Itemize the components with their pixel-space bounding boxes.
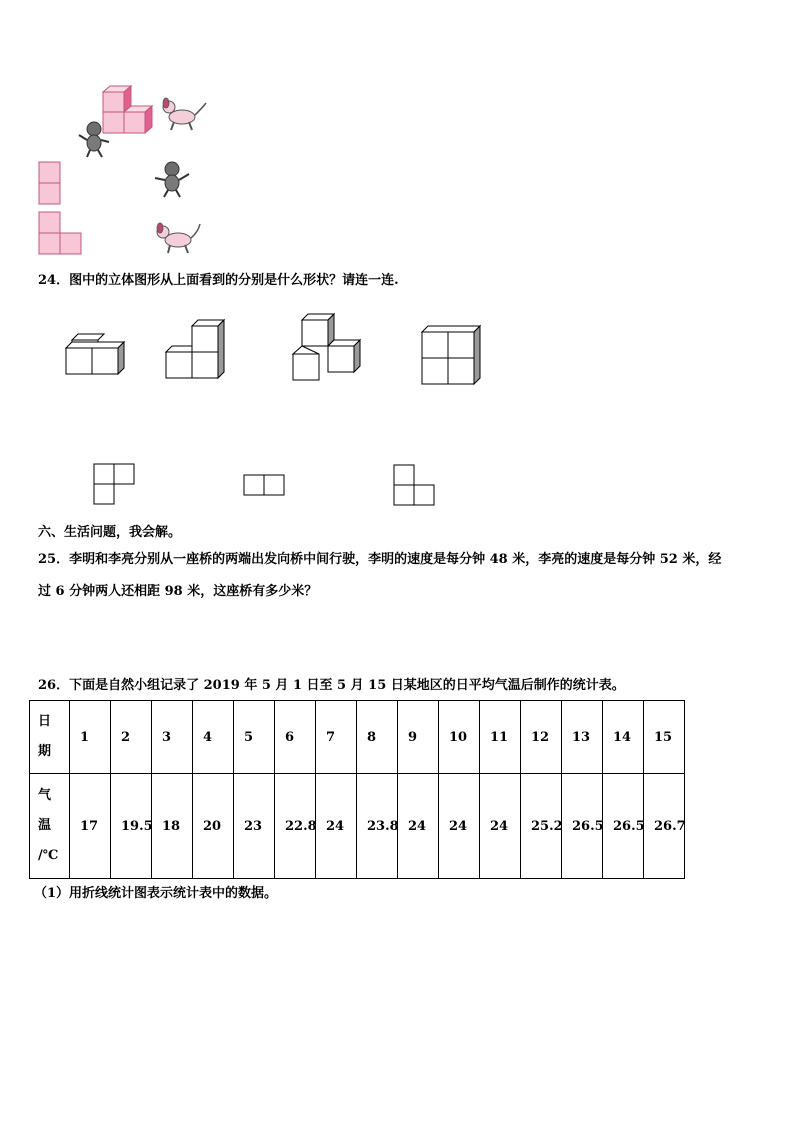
date-cell: 15 [644, 701, 685, 774]
header-date-char-2: 期 [38, 744, 52, 759]
temp-cell: 24 [316, 774, 357, 879]
temp-cell: 23 [234, 774, 275, 879]
header-date-char-1: 日 [38, 714, 52, 729]
section-6-heading: 六、生活问题，我会解。 [38, 525, 182, 540]
date-cell: 5 [234, 701, 275, 774]
question-26-text: 下面是自然小组记录了 2019 年 5 月 1 日至 5 月 15 日某地区的日平均气温后制作的统计表。 [69, 678, 625, 693]
dog-figure-icon-2 [152, 220, 202, 256]
temp-cell: 17 [70, 774, 111, 879]
date-cell: 3 [152, 701, 193, 774]
question-24-text: 图中的立体图形从上面看到的分别是什么形状？请连一连. [69, 273, 399, 288]
temp-cell: 23.8 [357, 774, 398, 879]
pink-view-l-shape [38, 211, 84, 257]
temp-cell: 24 [480, 774, 521, 879]
temp-cell: 19.5 [111, 774, 152, 879]
solid-figure-3 [290, 312, 362, 384]
header-temp-char-1: 气 [38, 788, 52, 803]
top-view-shape-1 [93, 463, 137, 507]
question-26-number: 26． [38, 678, 70, 693]
table-row-temps [30, 774, 685, 879]
dog-figure-icon [158, 97, 208, 133]
date-cell: 8 [357, 701, 398, 774]
temp-cell: 26.7 [644, 774, 685, 879]
solid-figure-4 [420, 322, 484, 386]
date-cell: 7 [316, 701, 357, 774]
temp-cell: 18 [152, 774, 193, 879]
question-25-text-line-1: 李明和李亮分别从一座桥的两端出发向桥中间行驶，李明的速度是每分钟 48 米，李亮的速度是每分钟 52 米，经 [69, 552, 722, 567]
table-header-date [30, 701, 70, 774]
date-cell: 6 [275, 701, 316, 774]
date-cell: 2 [111, 701, 152, 774]
header-temp-unit: /℃ [38, 848, 59, 863]
top-view-shape-3 [393, 464, 437, 508]
header-temp-char-2: 温 [38, 818, 52, 833]
date-cell: 9 [398, 701, 439, 774]
date-cell: 11 [480, 701, 521, 774]
solid-figure-1 [64, 330, 128, 378]
table-header-temperature [30, 774, 70, 879]
question-25-text-line-2: 过 6 分钟两人还相距 98 米，这座桥有多少米？ [38, 584, 318, 599]
question-25-number: 25． [38, 552, 70, 567]
table-row-dates [30, 701, 685, 774]
temp-cell: 24 [439, 774, 480, 879]
question-24-number: 24． [38, 273, 70, 288]
question-25-line-1 [38, 551, 721, 569]
date-cell: 12 [521, 701, 562, 774]
pink-view-vertical [38, 161, 62, 206]
date-cell: 1 [70, 701, 111, 774]
monkey-figure-icon-2 [152, 160, 192, 198]
temp-cell: 24 [398, 774, 439, 879]
solid-figure-2 [164, 318, 228, 382]
temp-cell: 26.5 [562, 774, 603, 879]
monkey-figure-icon [77, 120, 111, 158]
date-cell: 4 [193, 701, 234, 774]
date-cell: 13 [562, 701, 603, 774]
question-26 [38, 677, 625, 695]
temp-cell: 22.8 [275, 774, 316, 879]
top-view-shape-2 [243, 474, 287, 498]
temperature-table [29, 700, 685, 879]
date-cell: 10 [439, 701, 480, 774]
temp-cell: 20 [193, 774, 234, 879]
temp-cell: 26.5 [603, 774, 644, 879]
temp-cell: 25.2 [521, 774, 562, 879]
question-24 [38, 272, 399, 290]
question-26-sub-1: （1）用折线统计图表示统计表中的数据。 [34, 886, 278, 901]
date-cell: 14 [603, 701, 644, 774]
